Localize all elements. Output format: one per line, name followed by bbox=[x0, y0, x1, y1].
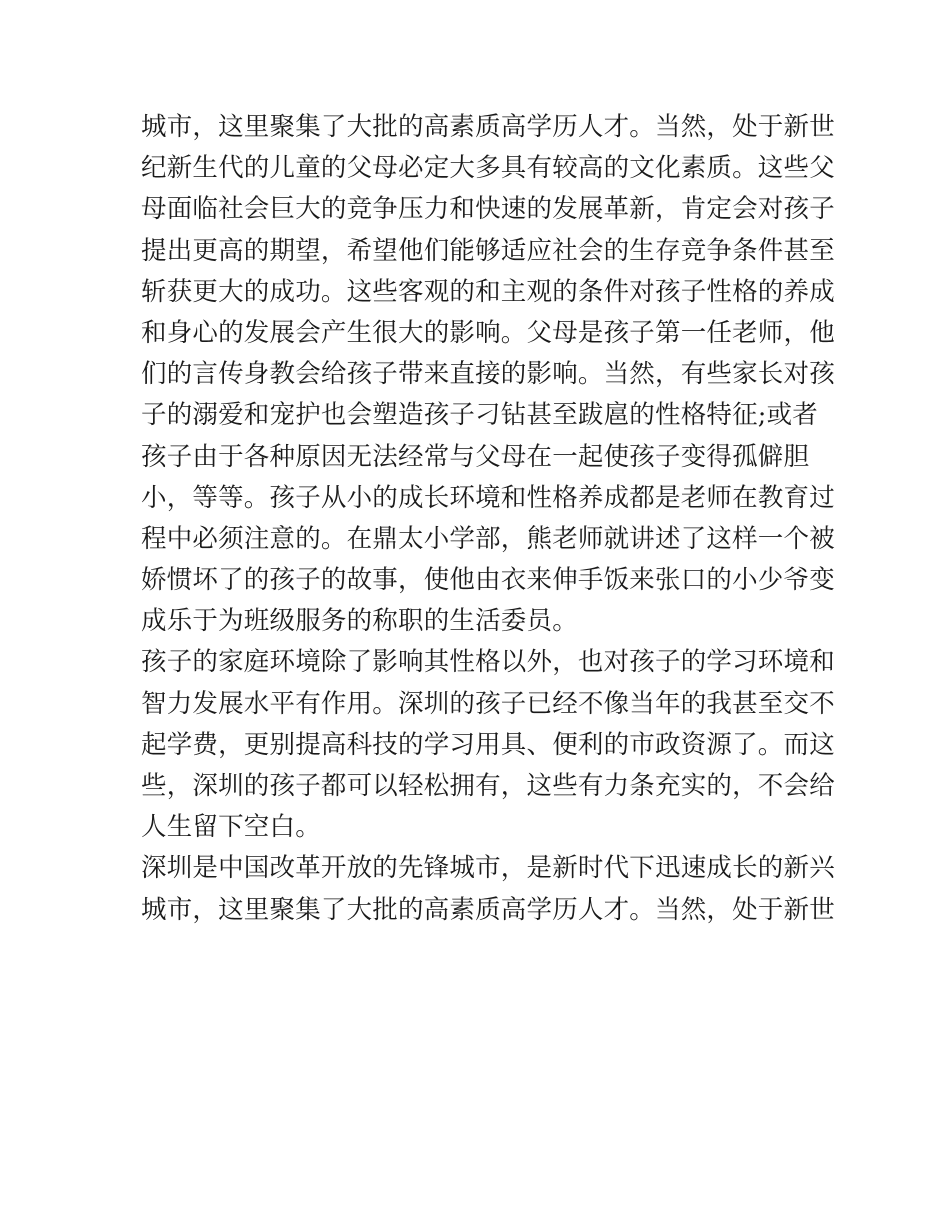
text-line: 些，深圳的孩子都可以轻松拥有，这些有力条充实的，不会给 bbox=[141, 771, 835, 801]
text-line: 城市，这里聚集了大批的高素质高学历人才。当然，处于新世 bbox=[141, 112, 835, 142]
text-line: 城市，这里聚集了大批的高素质高学历人才。当然，处于新世 bbox=[141, 894, 835, 925]
text-line: 小，等等。孩子从小的成长环境和性格养成都是老师在教育过 bbox=[141, 482, 835, 513]
text-line: 智力发展水平有作用。深圳的孩子已经不像当年的我甚至交不 bbox=[141, 688, 835, 719]
text-line: 起学费，更别提高科技的学习用具、便利的市政资源了。而这 bbox=[141, 729, 835, 760]
text-line: 孩子由于各种原因无法经常与父母在一起使孩子变得孤僻胆 bbox=[141, 441, 810, 472]
text-line: 纪新生代的儿童的父母必定大多具有较高的文化素质。这些父 bbox=[141, 153, 835, 184]
text-line: 斩获更大的成功。这些客观的和主观的条件对孩子性格的养成 bbox=[141, 276, 835, 307]
body-text bbox=[141, 107, 835, 931]
text-line: 和身心的发展会产生很大的影响。父母是孩子第一任老师，他 bbox=[141, 317, 835, 348]
text-line: 程中必须注意的。在鼎太小学部，熊老师就讲述了这样一个被 bbox=[141, 523, 835, 554]
text-line: 们的言传身教会给孩子带来直接的影响。当然，有些家长对孩 bbox=[141, 359, 835, 390]
text-line: 母面临社会巨大的竞争压力和快速的发展革新，肯定会对孩子 bbox=[141, 194, 835, 225]
text-line: 成乐于为班级服务的称职的生活委员。 bbox=[141, 606, 578, 637]
text-line: 孩子的家庭环境除了影响其性格以外，也对孩子的学习环境和 bbox=[141, 647, 835, 678]
text-line: 娇惯坏了的孩子的故事，使他由衣来伸手饭来张口的小少爷变 bbox=[141, 565, 835, 596]
text-line: 子的溺爱和宠护也会塑造孩子刁钻甚至跋扈的性格特征;或者 bbox=[141, 400, 818, 431]
text-line: 深圳是中国改革开放的先锋城市，是新时代下迅速成长的新兴 bbox=[141, 853, 835, 884]
text-line: 人生留下空白。 bbox=[141, 812, 321, 843]
text-line: 提出更高的期望，希望他们能够适应社会的生存竞争条件甚至 bbox=[141, 235, 835, 266]
